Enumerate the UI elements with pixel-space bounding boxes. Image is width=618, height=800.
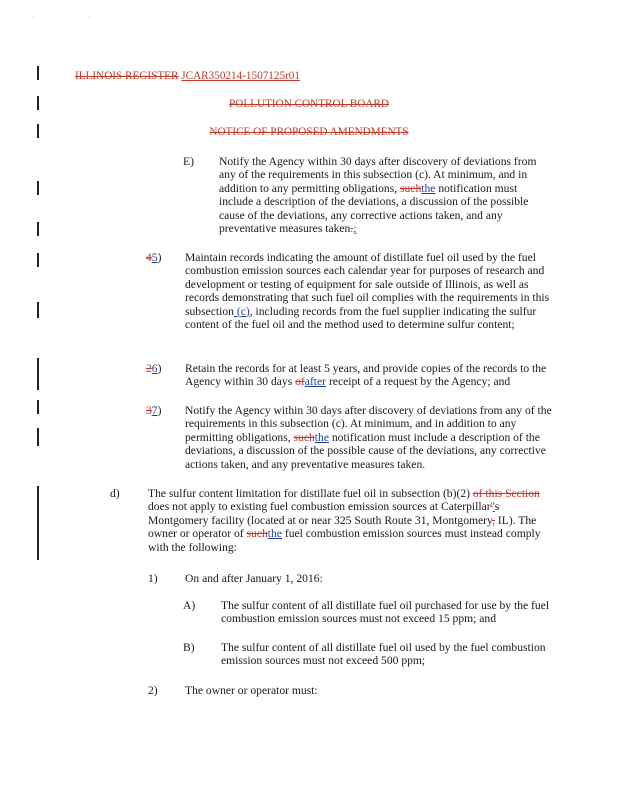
item-text-7: Notify the Agency within 30 days after discovery of deviations from any of the requirements in this subsection (c). At minimum, and in addition to any permitting obligations, suchthe notification must include a description of the deviations, a discussion of the possible cause of the deviations, any corrective actions taken, and any preventative measures taken. bbox=[185, 404, 552, 471]
revision-bar bbox=[37, 358, 39, 390]
item-text-E: Notify the Agency within 30 days after discovery of deviations from any of the requirements in this subsection (c). At minimum, and in addition to any permitting obligations, suchthe notification must include a description of the deviations, a discussion of the possible cause of the deviations, any corrective actions taken, and any preventative measures taken.; bbox=[219, 155, 537, 236]
item-label-7: 37) bbox=[146, 404, 162, 417]
item-label-d: d) bbox=[110, 487, 120, 500]
item-label-d1: 1) bbox=[148, 572, 158, 585]
register-title: ILLINOIS REGISTER bbox=[75, 70, 179, 82]
item-text-B: The sulfur content of all distillate fuel oil used by the fuel combustion emission sources must not exceed 500 ppm; bbox=[221, 641, 546, 668]
jcar-code: JCAR350214-1507125r01 bbox=[181, 70, 300, 82]
item-label-6: 26) bbox=[146, 362, 162, 375]
scan-artifact: . . bbox=[32, 10, 116, 19]
item-label-5: 45) bbox=[146, 251, 162, 264]
item-label-B: B) bbox=[183, 641, 195, 654]
item-text-A: The sulfur content of all distillate fuel oil purchased for use by the fuel combustion emission sources must not exceed 15 ppm; and bbox=[221, 599, 550, 626]
item-label-A: A) bbox=[183, 599, 196, 612]
revision-bar bbox=[37, 400, 39, 414]
board-title: POLLUTION CONTROL BOARD bbox=[229, 98, 389, 110]
item-text-d1: On and after January 1, 2016: bbox=[185, 572, 323, 585]
revision-bar bbox=[37, 222, 39, 236]
revision-bar bbox=[37, 486, 39, 560]
item-text-d: The sulfur content limitation for distillate fuel oil in subsection (b)(2) of this Section does not apply to existing fuel combustion emission sources at Caterpillar''s Montgomery facility (located at or near 325 South Route 31, Montgomery, IL). The owner or operator of suchthe fuel combustion emission sources must instead comply with the following: bbox=[148, 487, 541, 554]
notice-title: NOTICE OF PROPOSED AMENDMENTS bbox=[209, 126, 409, 138]
revision-bar bbox=[37, 302, 39, 318]
item-text-6: Retain the records for at least 5 years, and provide copies of the records to the Agency within 30 days ofafter receipt of a request by the Agency; and bbox=[185, 362, 547, 389]
item-text-d2: The owner or operator must: bbox=[185, 684, 318, 697]
register-header bbox=[75, 70, 300, 83]
item-label-E: E) bbox=[183, 155, 194, 168]
revision-bar bbox=[37, 253, 39, 267]
revision-bar bbox=[37, 428, 39, 446]
item-label-d2: 2) bbox=[148, 684, 158, 697]
item-text-5: Maintain records indicating the amount of distillate fuel oil used by the fuel combustion emission sources each calendar year for purposes of research and development or testing of equipment for sale outside of Illinois, as well as records demonstrating that such fuel oil complies with the requirements in this subsection (c), including records from the fuel supplier indicating the sulfur content of the fuel oil and the method used to determine sulfur content; bbox=[185, 251, 550, 332]
revision-bar bbox=[37, 66, 39, 80]
revision-bar bbox=[37, 181, 39, 195]
